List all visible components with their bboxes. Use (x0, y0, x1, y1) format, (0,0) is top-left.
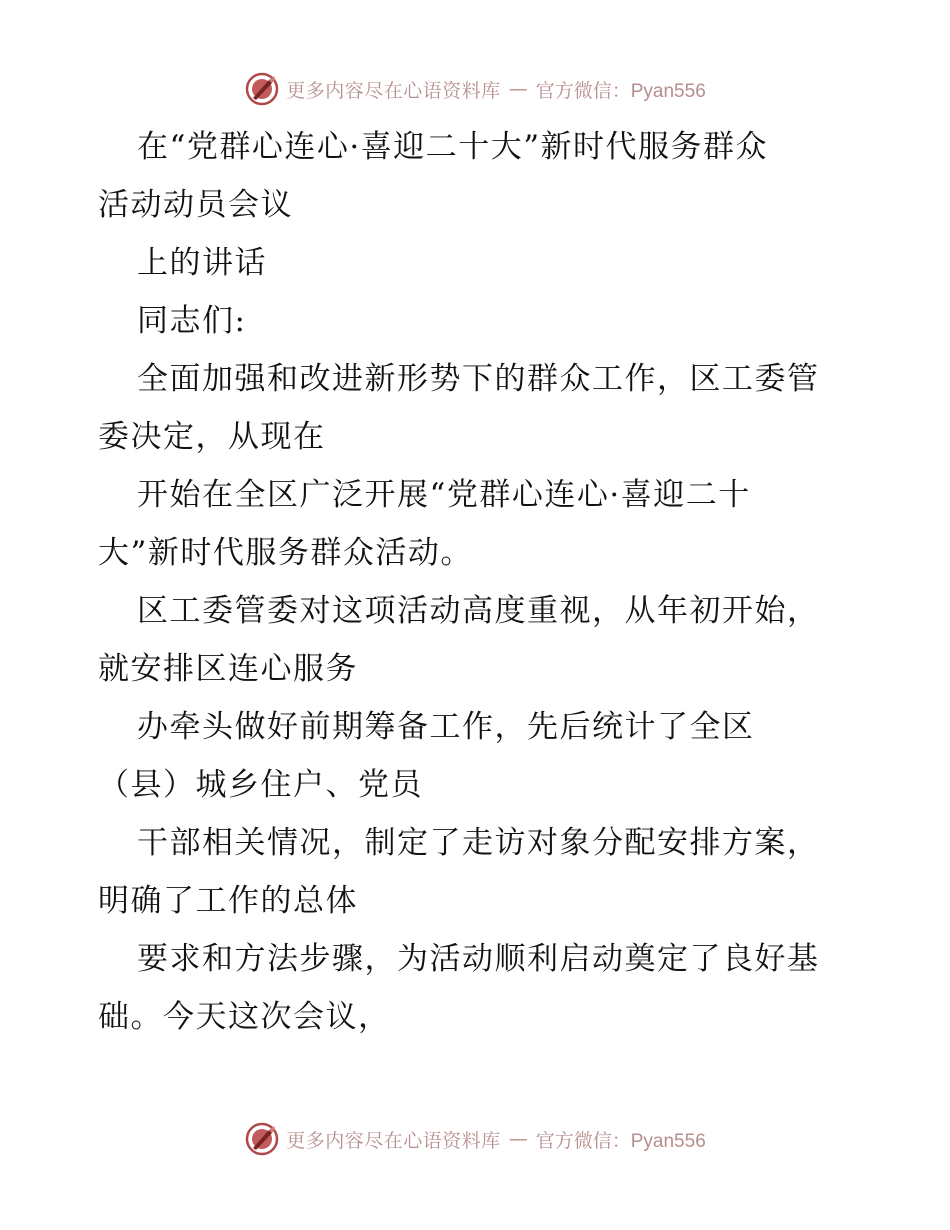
text-line: 上的讲话 (137, 245, 267, 281)
watermark-text: 更多内容尽在心语资料库 (286, 79, 501, 102)
text-line: 办牵头做好前期筹备工作，先后统计了全区 (137, 709, 755, 745)
text-line: （县）城乡住户、党员 (98, 767, 423, 803)
text-line: 委决定，从现在 (98, 419, 326, 455)
text-line: 同志们: (137, 303, 247, 339)
watermark-contact: 官方微信：Pyan556 (535, 1130, 706, 1152)
text-line: 就安排区连心服务 (98, 651, 358, 687)
text-line: 开始在全区广泛开展“党群心连心·喜迎二十 (137, 477, 751, 513)
watermark-separator: — (508, 1128, 528, 1150)
text-line: 大”新时代服务群众活动。 (98, 535, 473, 571)
text-line: 区工委管委对这项活动高度重视，从年初开始， (137, 593, 820, 629)
text-line: 明确了工作的总体 (98, 883, 358, 919)
quill-pen-circle-icon (244, 1121, 280, 1157)
watermark-contact: 官方微信：Pyan556 (535, 80, 706, 102)
text-line: 在“党群心连心·喜迎二十大”新时代服务群众 (137, 129, 769, 165)
watermark-separator: — (508, 78, 528, 100)
text-line: 要求和方法步骤，为活动顺利启动奠定了良好基 (137, 941, 820, 977)
text-line: 础。今天这次会议， (98, 999, 391, 1035)
text-line: 干部相关情况，制定了走访对象分配安排方案， (137, 825, 820, 861)
watermark-text: 更多内容尽在心语资料库 (286, 1129, 501, 1152)
watermark-footer (0, 1119, 950, 1159)
text-line: 活动动员会议 (98, 187, 293, 223)
text-line: 全面加强和改进新形势下的群众工作，区工委管 (137, 361, 820, 397)
